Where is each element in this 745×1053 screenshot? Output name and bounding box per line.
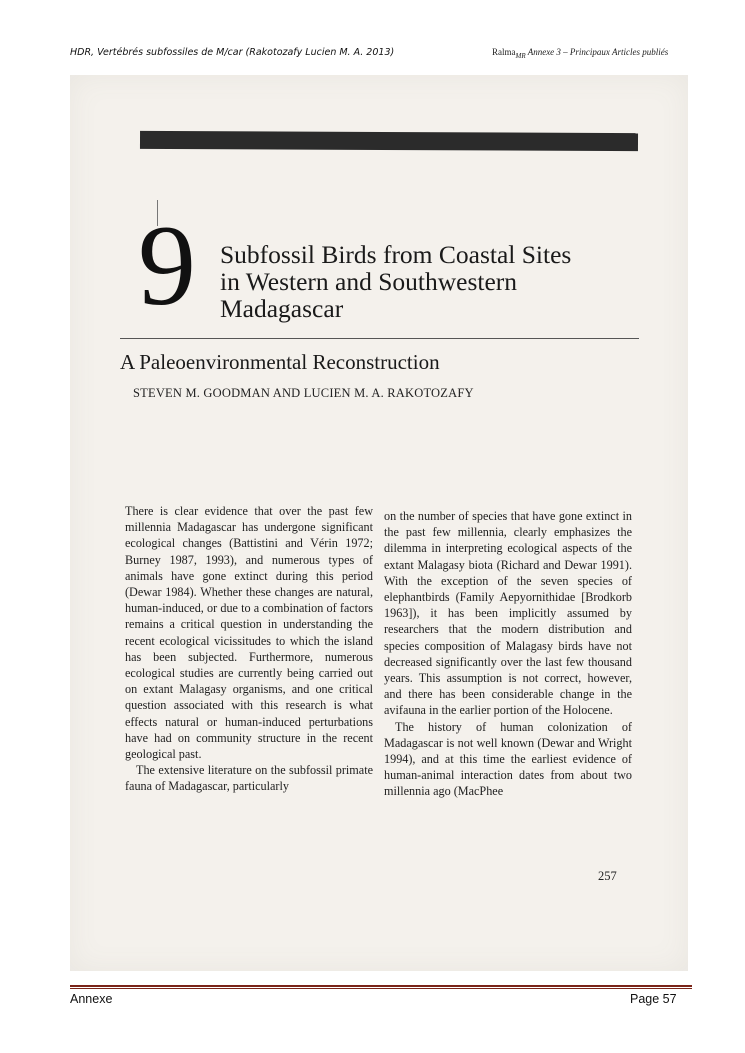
body-paragraph: on the number of species that have gone extinct in the past few millennia, clearly emphasizes the dilemma in interpreting ecological aspects of the extant Malagasy biota (Richard and Dewar 1991). With the exception of the seven species of elephantbirds (Family Aepyornithidae [Brodkorb 1963]), it has been implicitly assumed by researchers that the modern distribution and species composition of Malagasy birds have not decreased significantly over the last few thousand years. This assumption is not correct, however, and there has been considerable change in the avifauna in the earlier portion of the Holocene. bbox=[384, 509, 632, 718]
chapter-title-line: in Western and Southwestern bbox=[220, 267, 518, 296]
body-paragraph: There is clear evidence that over the past few millennia Madagascar has undergone significant ecological changes (Battistini and Vérin 1972; Burney 1987, 1993), and numerous types of animals have gone extinct during this period (Dewar 1984). Whether these changes are natural, human-induced, or due to a combination of factors remains a critical question in understanding the recent ecological vicissitudes to which the island has been subjected. Furthermore, numerous ecological studies are currently being carried out on extant Malagasy organisms, and one critical question associated with this research is what effects natural or human-induced perturbations have had on community structure in the recent geological past. bbox=[125, 504, 373, 762]
chapter-title-line: Madagascar bbox=[220, 294, 344, 323]
chapter-number: 9 bbox=[138, 202, 196, 330]
article-page-number: 257 bbox=[598, 869, 617, 883]
footer-page-number: Page 57 bbox=[630, 992, 677, 1006]
title-divider bbox=[120, 338, 639, 339]
chapter-authors: STEVEN M. GOODMAN AND LUCIEN M. A. RAKOTOZAFY bbox=[133, 386, 474, 400]
chapter-title bbox=[220, 241, 640, 322]
chapter-subtitle: A Paleoenvironmental Reconstruction bbox=[120, 350, 440, 374]
header-right-text bbox=[492, 47, 668, 60]
body-paragraph: The history of human colonization of Madagascar is not well known (Dewar and Wright 1994), and at this time the earliest evidence of human-animal interaction dates from about two millennia ago (MacPhee bbox=[384, 719, 632, 799]
header-brand: Ralma bbox=[492, 47, 516, 57]
chapter-title-line: Subfossil Birds from Coastal Sites bbox=[220, 240, 572, 269]
body-paragraph: The extensive literature on the subfossil primate fauna of Madagascar, particularly bbox=[125, 763, 373, 794]
body-column-left bbox=[125, 503, 373, 795]
footer-rule bbox=[70, 985, 692, 987]
footer-left-text: Annexe bbox=[70, 992, 113, 1006]
footer-rule-thin bbox=[70, 988, 692, 989]
chapter-top-bar bbox=[140, 131, 638, 151]
header-brand-subscript: MR bbox=[515, 51, 526, 60]
header-left-text: HDR, Vertébrés subfossiles de M/car (Rakotozafy Lucien M. A. 2013) bbox=[70, 47, 395, 58]
header-section-label: Annexe 3 – Principaux Articles publiés bbox=[525, 47, 669, 57]
body-column-right bbox=[384, 508, 632, 800]
